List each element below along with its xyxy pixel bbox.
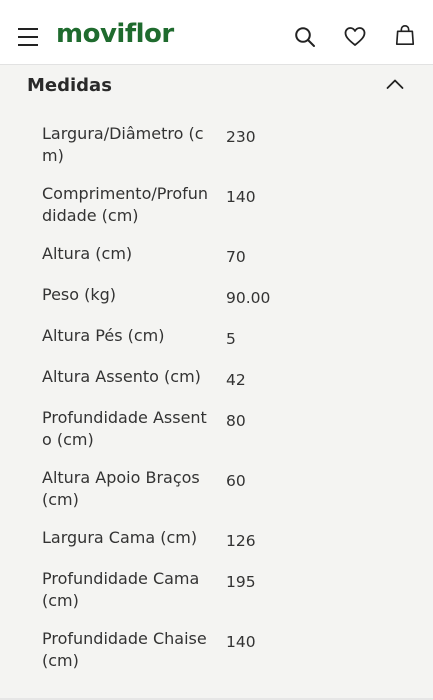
spec-value: 230 — [226, 128, 256, 146]
spec-value: 140 — [226, 633, 256, 651]
chevron-up-icon[interactable] — [386, 78, 404, 90]
spec-label: Peso (kg) — [42, 285, 117, 304]
section-title: Medidas — [27, 75, 112, 96]
spec-label: Profundidade Chaise (cm) — [42, 629, 207, 670]
spec-value: 195 — [226, 573, 256, 591]
spec-value: 90.00 — [226, 289, 271, 307]
spec-label: Altura (cm) — [42, 244, 133, 263]
spec-value: 60 — [226, 472, 246, 490]
spec-value: 140 — [226, 188, 256, 206]
spec-value: 70 — [226, 248, 246, 266]
brand-logo[interactable]: moviflor — [56, 19, 174, 49]
shopping-bag-icon[interactable] — [394, 24, 416, 46]
top-bar — [0, 0, 433, 65]
spec-label: Comprimento/Profundidade (cm) — [42, 184, 209, 225]
spec-label: Profundidade Cama (cm) — [42, 569, 200, 610]
spec-value: 42 — [226, 371, 246, 389]
spec-label: Largura Cama (cm) — [42, 528, 198, 547]
spec-value: 80 — [226, 412, 246, 430]
spec-label: Altura Pés (cm) — [42, 326, 165, 345]
hamburger-menu-icon[interactable] — [18, 28, 38, 46]
spec-label: Largura/Diâmetro (cm) — [42, 124, 204, 165]
spec-value: 126 — [226, 532, 256, 550]
search-icon[interactable] — [294, 26, 316, 48]
spec-label: Profundidade Assento (cm) — [42, 408, 207, 449]
heart-icon[interactable] — [344, 26, 366, 48]
spec-label: Altura Apoio Braços (cm) — [42, 468, 200, 509]
measurements-accordion-header[interactable] — [0, 64, 433, 108]
spec-value: 5 — [226, 330, 236, 348]
spec-label: Altura Assento (cm) — [42, 367, 201, 386]
